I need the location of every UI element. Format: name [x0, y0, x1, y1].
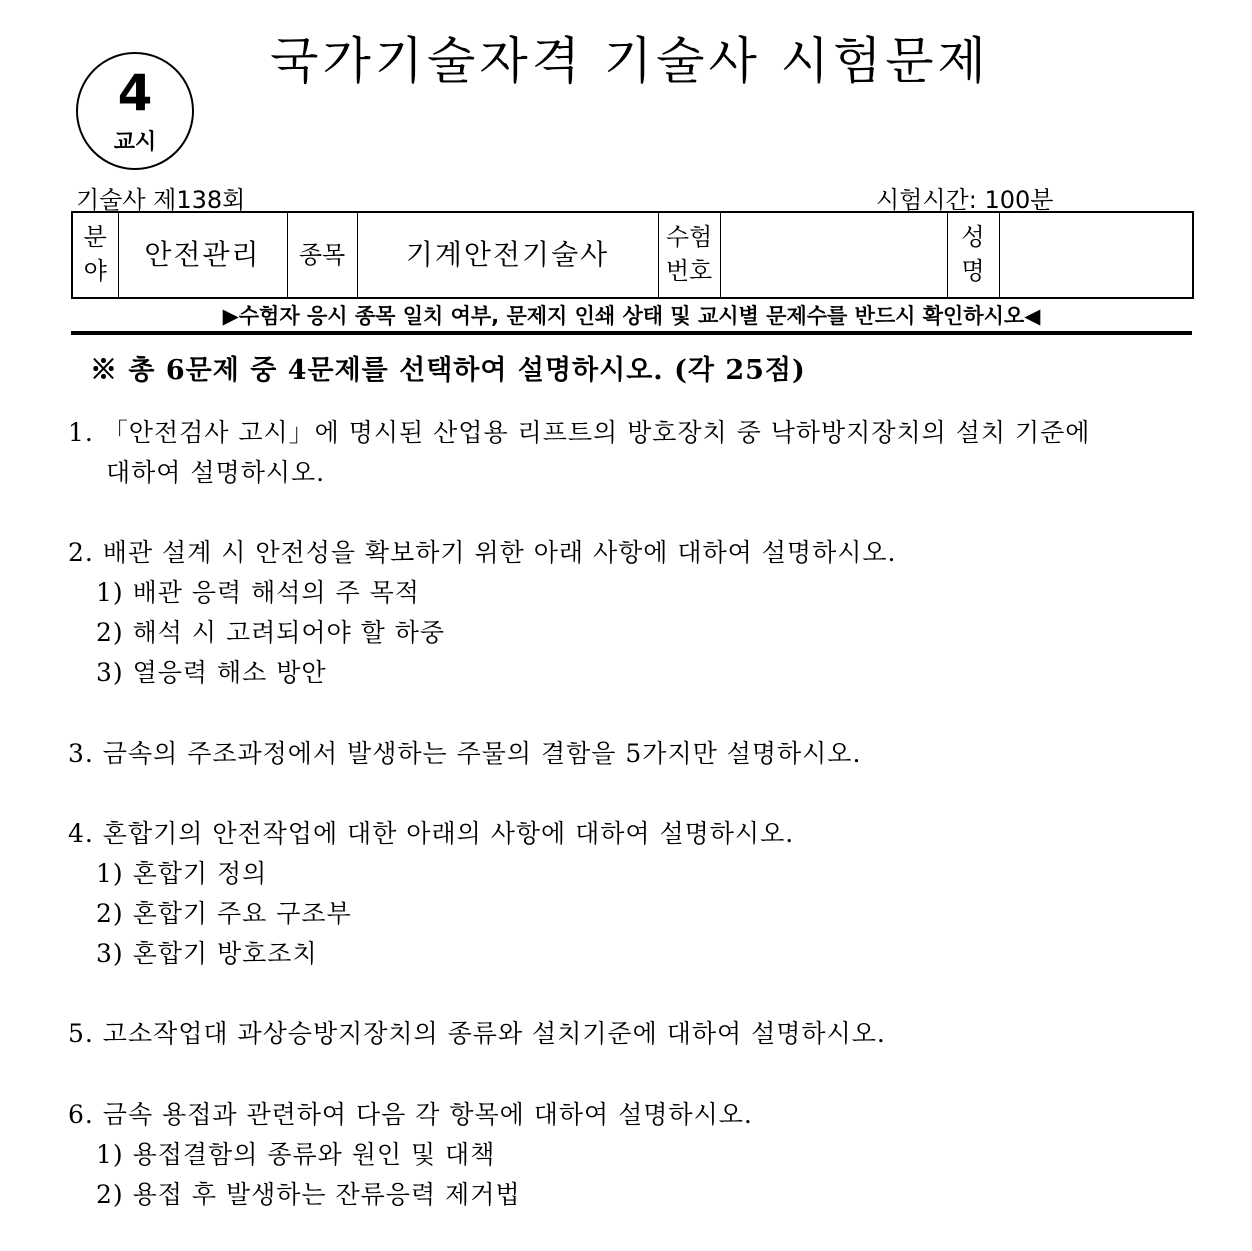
- question-4-sub-3: 3) 혼합기 방호조치: [96, 939, 318, 968]
- question-4-sub-2: 2) 혼합기 주요 구조부: [96, 899, 352, 928]
- question-2: 2. 배관 설계 시 안전성을 확보하기 위한 아래 사항에 대하여 설명하시오.: [68, 538, 897, 567]
- item-value: 기계안전기술사: [357, 212, 658, 298]
- question-6-sub-1: 1) 용접결함의 종류와 원인 및 대책: [96, 1140, 496, 1169]
- question-4-sub-1: 1) 혼합기 정의: [96, 859, 268, 888]
- session-label: 교시: [113, 130, 157, 155]
- field-label-cell: [72, 212, 118, 298]
- name-label-cell: [947, 212, 999, 298]
- notice: ▶수험자 응시 종목 일치 여부, 문제지 인쇄 상태 및 교시별 문제수를 반드시 확인하시오◀: [222, 304, 1041, 328]
- exam-info-table: [71, 211, 1194, 299]
- session-badge: [76, 52, 194, 170]
- question-3: 3. 금속의 주조과정에서 발생하는 주물의 결함을 5가지만 설명하시오.: [68, 739, 862, 768]
- question-1-line-2: 대하여 설명하시오.: [106, 458, 326, 487]
- field-value: 안전관리: [118, 212, 287, 298]
- question-2-sub-2: 2) 해석 시 고려되어야 할 하중: [96, 618, 446, 647]
- exam-number-field[interactable]: [720, 212, 947, 298]
- name-label-top: 성: [961, 223, 985, 252]
- field-label-top: 분: [83, 223, 107, 252]
- question-5: 5. 고소작업대 과상승방지장치의 종류와 설치기준에 대하여 설명하시오.: [68, 1019, 886, 1048]
- name-field[interactable]: [999, 212, 1193, 298]
- question-2-sub-1: 1) 배관 응력 해석의 주 목적: [96, 578, 420, 607]
- question-6: 6. 금속 용접과 관련하여 다음 각 항목에 대하여 설명하시오.: [68, 1100, 753, 1129]
- question-1-line-1: 1. 「안전검사 고시」에 명시된 산업용 리프트의 방호장치 중 낙하방지장치의 설치 기준에: [68, 418, 1091, 447]
- header-divider: [71, 331, 1192, 335]
- name-label-bottom: 명: [961, 257, 985, 285]
- page-title: 국가기술자격 기술사 시험문제: [270, 32, 990, 90]
- session-number: 4: [117, 64, 153, 122]
- exam-round: 기술사 제138회: [76, 186, 246, 214]
- question-2-sub-3: 3) 열응력 해소 방안: [96, 658, 327, 687]
- exam-number-label-top: 수험: [665, 223, 713, 252]
- instruction: ※ 총 6문제 중 4문제를 선택하여 설명하시오. (각 25점): [90, 355, 806, 386]
- question-6-sub-2: 2) 용접 후 발생하는 잔류응력 제거법: [96, 1180, 521, 1209]
- exam-time: 시험시간: 100분: [876, 186, 1054, 214]
- item-label: 종목: [287, 212, 357, 298]
- question-4: 4. 혼합기의 안전작업에 대한 아래의 사항에 대하여 설명하시오.: [68, 819, 795, 848]
- exam-number-label-cell: [658, 212, 720, 298]
- field-label-bottom: 야: [83, 257, 107, 285]
- exam-number-label-bottom: 번호: [665, 257, 713, 285]
